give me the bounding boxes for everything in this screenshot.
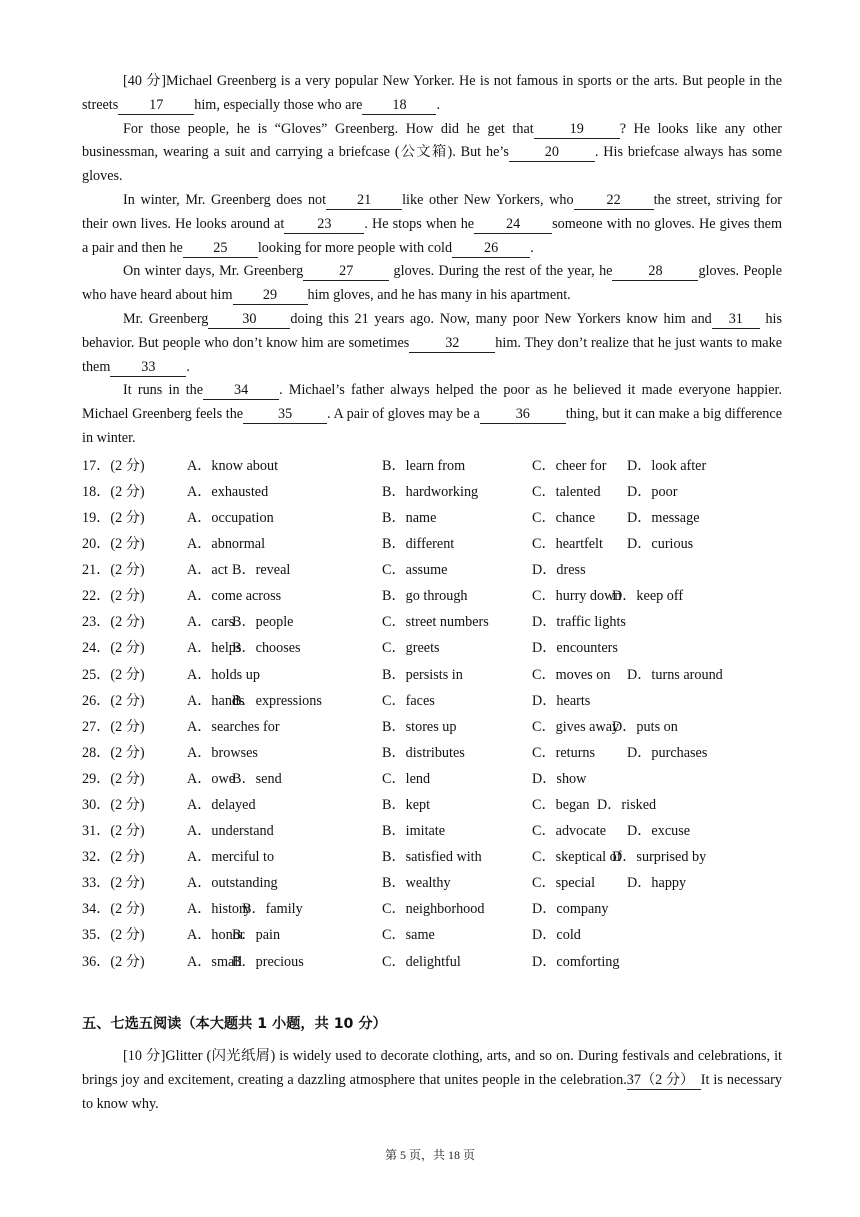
paragraph-1: [40 分]Michael Greenberg is a very popular New Yorker. He is not famous in sports or the arts. But people in the streets 17 him, especially those who are 18 . <box>82 73 782 113</box>
option-a[interactable]: A．holds up <box>187 666 260 683</box>
question-row <box>82 766 782 792</box>
option-c[interactable]: C．assume <box>382 562 448 579</box>
option-b[interactable]: B．imitate <box>382 823 446 840</box>
question-number: 22．(2 分) <box>82 588 145 605</box>
option-d[interactable]: D．hearts <box>532 692 591 709</box>
option-b[interactable]: B．name <box>382 509 437 526</box>
option-c[interactable]: C．faces <box>382 692 435 709</box>
option-c[interactable]: C．cheer for <box>532 457 607 474</box>
option-c[interactable]: C．hurry down <box>532 588 622 605</box>
question-number: 25．(2 分) <box>82 666 145 683</box>
option-a[interactable]: A．cars <box>187 614 235 631</box>
option-d[interactable]: D．comforting <box>532 953 620 970</box>
option-c[interactable]: C．skeptical of <box>532 849 622 866</box>
option-b[interactable]: B．distributes <box>382 744 465 761</box>
question-row <box>82 688 782 714</box>
option-a[interactable]: A．history <box>187 901 251 918</box>
option-a[interactable]: A．searches for <box>187 718 280 735</box>
option-d[interactable]: D．purchases <box>627 744 708 761</box>
blank-32[interactable]: 32 <box>409 335 495 353</box>
question-row <box>82 949 782 975</box>
blank-18[interactable]: 18 <box>362 97 436 115</box>
option-b[interactable]: B．hardworking <box>382 483 479 500</box>
blank-37[interactable]: 37（2 分） <box>627 1072 701 1090</box>
question-number: 27．(2 分) <box>82 718 145 735</box>
option-d[interactable]: D．curious <box>627 536 694 553</box>
question-row <box>82 740 782 766</box>
option-b[interactable]: B．reveal <box>232 562 291 579</box>
question-number: 31．(2 分) <box>82 823 145 840</box>
question-row <box>82 635 782 661</box>
option-d[interactable]: D．encounters <box>532 640 618 657</box>
option-a[interactable]: A．abnormal <box>187 536 266 553</box>
paragraph-3: In winter, Mr. Greenberg does not 21 like other New Yorkers, who 22 the street, striving for their own lives. He looks around at 23 . He stops when he 24 someone with no gloves. He gives them a pair and then he 25 looking for more people with cold 26 . <box>82 191 783 256</box>
question-row <box>82 818 782 844</box>
option-c[interactable]: C．greets <box>382 640 440 657</box>
option-a[interactable]: A．act <box>187 562 228 579</box>
option-c[interactable]: C．began <box>532 796 590 813</box>
option-d[interactable]: D．happy <box>627 875 687 892</box>
blank-26[interactable]: 26 <box>452 240 530 258</box>
option-c[interactable]: C．special <box>532 875 596 892</box>
option-a[interactable]: A．understand <box>187 823 274 840</box>
option-a[interactable]: A．exhausted <box>187 483 269 500</box>
option-b[interactable]: B．pain <box>232 927 281 944</box>
question-row <box>82 896 782 922</box>
question-number: 28．(2 分) <box>82 744 145 761</box>
blank-23[interactable]: 23 <box>284 216 364 234</box>
option-a[interactable]: A．outstanding <box>187 875 278 892</box>
paragraph-2: For those people, he is “Gloves” Greenberg. How did he get that 19 ? He looks like any other businessman, wearing a suit and carrying a briefcase (公文箱). But he’s 20 . His briefcase always has some gloves. <box>82 120 782 185</box>
option-c[interactable]: C．gives away <box>532 718 620 735</box>
option-c[interactable]: C．chance <box>532 509 596 526</box>
option-a[interactable]: A．owe <box>187 770 236 787</box>
question-row <box>82 583 782 609</box>
option-d[interactable]: D．excuse <box>627 823 691 840</box>
option-d[interactable]: D．puts on <box>612 718 678 735</box>
blank-29[interactable]: 29 <box>233 287 308 305</box>
blank-33[interactable]: 33 <box>110 359 186 377</box>
cloze-passage <box>82 70 782 975</box>
option-b[interactable]: B．precious <box>232 953 304 970</box>
question-number: 18．(2 分) <box>82 483 145 500</box>
page-footer: 第 5 页，共 18 页 <box>384 1148 475 1162</box>
option-d[interactable]: D．turns around <box>627 666 723 683</box>
option-b[interactable]: B．expressions <box>232 692 322 709</box>
question-row <box>82 714 782 740</box>
option-b[interactable]: B．chooses <box>232 640 301 657</box>
paragraph-5: Mr. Greenberg 30 doing this 21 years ago. Now, many poor New Yorkers know him and 31 his behavior. But people who don’t know him are sometimes 32 him. They don’t realize that he just wants to make them 33 . <box>82 310 783 375</box>
question-number: 29．(2 分) <box>82 770 145 787</box>
option-d[interactable]: D．traffic lights <box>532 614 626 631</box>
question-row <box>82 870 782 896</box>
paragraph-glitter: [10 分]Glitter (闪光纸屑) is widely used to decorate clothing, arts, and so on. During festivals and celebrations, it brings joy and excitement, creating a dazzling atmosphere that unites people in the celebration.37（2 分） It is necessary to know why. <box>82 1048 783 1112</box>
question-row <box>82 505 782 531</box>
option-d[interactable]: D．look after <box>627 457 707 474</box>
blank-20[interactable]: 20 <box>509 144 595 162</box>
option-a[interactable]: A．small <box>187 953 243 970</box>
option-b[interactable]: B．stores up <box>382 718 457 735</box>
option-a[interactable]: A．helps <box>187 640 242 657</box>
question-row <box>82 479 782 505</box>
question-row <box>82 792 782 818</box>
option-b[interactable]: B．people <box>232 614 294 631</box>
blank-22[interactable]: 22 <box>574 192 654 210</box>
blank-28[interactable]: 28 <box>612 263 698 281</box>
blank-24[interactable]: 24 <box>474 216 552 234</box>
option-b[interactable]: B．different <box>382 536 455 553</box>
blank-30[interactable]: 30 <box>208 311 290 329</box>
option-a[interactable]: A．browses <box>187 744 258 761</box>
question-row <box>82 609 782 635</box>
option-a[interactable]: A．hands <box>187 692 245 709</box>
section-title: 五、七选五阅读（本大题共 1 小题，共 10 分） <box>82 1016 387 1032</box>
option-c[interactable]: C．advocate <box>532 823 607 840</box>
question-number: 36．(2 分) <box>82 953 145 970</box>
question-number: 33．(2 分) <box>82 875 145 892</box>
question-number: 17．(2 分) <box>82 457 145 474</box>
question-number: 35．(2 分) <box>82 927 145 944</box>
option-b[interactable]: B．persists in <box>382 666 463 683</box>
option-c[interactable]: C．returns <box>532 744 596 761</box>
question-number: 26．(2 分) <box>82 692 145 709</box>
blank-34[interactable]: 34 <box>203 382 279 400</box>
option-c[interactable]: C．neighborhood <box>382 901 485 918</box>
question-number: 19．(2 分) <box>82 509 145 526</box>
blank-25[interactable]: 25 <box>183 240 258 258</box>
seven-choose-five-passage <box>82 1045 782 1116</box>
option-b[interactable]: B．go through <box>382 588 468 605</box>
option-a[interactable]: A．delayed <box>187 796 256 813</box>
option-a[interactable]: A．know about <box>187 457 279 474</box>
option-c[interactable]: C．same <box>382 927 435 944</box>
blank-31[interactable]: 31 <box>712 311 760 329</box>
blank-35[interactable]: 35 <box>243 406 327 424</box>
option-b[interactable]: B．satisfied with <box>382 849 482 866</box>
option-b[interactable]: B．family <box>242 901 303 918</box>
question-number: 24．(2 分) <box>82 640 145 657</box>
option-d[interactable]: D．risked <box>597 796 657 813</box>
option-a[interactable]: A．honor <box>187 927 245 944</box>
paragraph-6: It runs in the 34 . Michael’s father always helped the poor as he believed it made everyone happier. Michael Greenberg feels the 35 . A pair of gloves may be a 36 thing, but it can make a big difference in winter. <box>82 382 782 446</box>
option-d[interactable]: D．company <box>532 901 609 918</box>
option-a[interactable]: A．come across <box>187 588 282 605</box>
question-row <box>82 662 782 688</box>
options-list <box>82 453 782 975</box>
question-row <box>82 922 782 948</box>
option-d[interactable]: D．cold <box>532 927 581 944</box>
option-b[interactable]: B．learn from <box>382 457 466 474</box>
option-a[interactable]: A．occupation <box>187 509 274 526</box>
option-d[interactable]: D．keep off <box>612 588 684 605</box>
option-c[interactable]: C．delightful <box>382 953 461 970</box>
option-c[interactable]: C．lend <box>382 770 431 787</box>
paragraph-4: On winter days, Mr. Greenberg 27 gloves. During the rest of the year, he 28 gloves. People who have heard about him 29 him gloves, and he has many in his apartment. <box>82 263 783 304</box>
option-b[interactable]: B．send <box>232 770 282 787</box>
question-row <box>82 531 782 557</box>
option-b[interactable]: B．kept <box>382 796 431 813</box>
option-c[interactable]: C．moves on <box>532 666 611 683</box>
question-number: 32．(2 分) <box>82 849 145 866</box>
blank-17[interactable]: 17 <box>118 97 194 115</box>
blank-21[interactable]: 21 <box>326 192 402 210</box>
option-d[interactable]: D．poor <box>627 483 678 500</box>
option-c[interactable]: C．street numbers <box>382 614 489 631</box>
blank-27[interactable]: 27 <box>303 263 389 281</box>
option-d[interactable]: D．dress <box>532 562 586 579</box>
option-d[interactable]: D．message <box>627 509 700 526</box>
option-c[interactable]: C．talented <box>532 483 601 500</box>
option-a[interactable]: A．merciful to <box>187 849 275 866</box>
question-number: 34．(2 分) <box>82 901 145 918</box>
option-d[interactable]: D．surprised by <box>612 849 707 866</box>
question-number: 30．(2 分) <box>82 796 145 813</box>
question-row <box>82 557 782 583</box>
question-number: 20．(2 分) <box>82 536 145 553</box>
blank-36[interactable]: 36 <box>480 406 566 424</box>
blank-19[interactable]: 19 <box>534 121 620 139</box>
question-number: 21．(2 分) <box>82 562 145 579</box>
option-d[interactable]: D．show <box>532 770 587 787</box>
question-row <box>82 844 782 870</box>
option-b[interactable]: B．wealthy <box>382 875 451 892</box>
question-number: 23．(2 分) <box>82 614 145 631</box>
question-row <box>82 453 782 479</box>
option-c[interactable]: C．heartfelt <box>532 536 603 553</box>
